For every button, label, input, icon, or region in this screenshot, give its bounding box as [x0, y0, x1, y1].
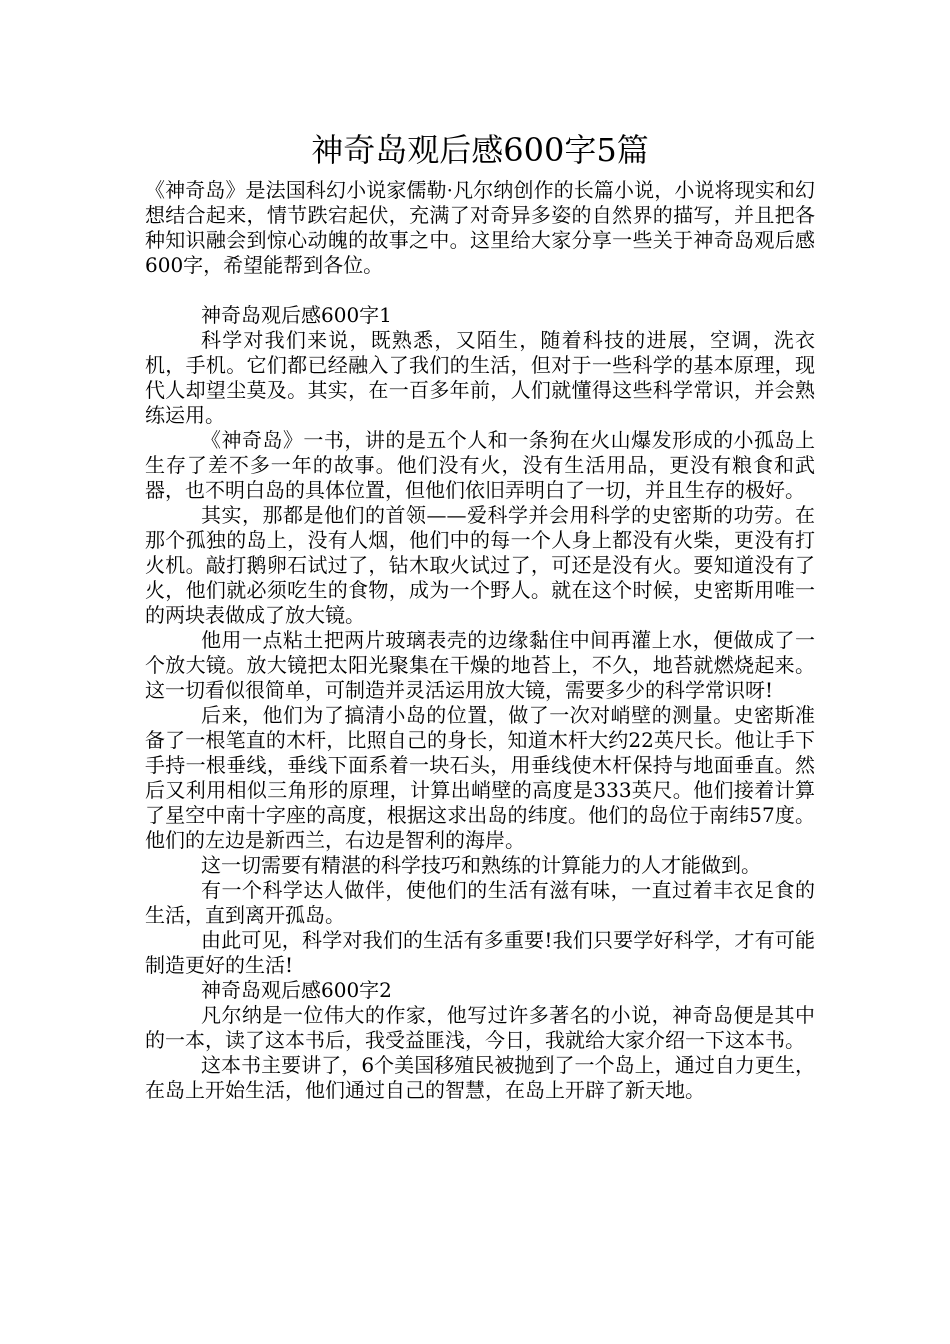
body-paragraph: 科学对我们来说，既熟悉，又陌生，随着科技的进展，空调，洗衣机，手机。它们都已经融入了我们的生活，但对于一些科学的基本原理，现代人却望尘莫及。其实，在一百多年前，人们就懂得这些科学常识，并会熟练运用。	[145, 328, 815, 427]
body-paragraph: 这本书主要讲了，6个美国移殖民被抛到了一个岛上，通过自力更生，在岛上开始生活，他们通过自己的智慧，在岛上开辟了新天地。	[145, 1053, 815, 1102]
body-paragraph: 凡尔纳是一位伟大的作家，他写过许多著名的小说，神奇岛便是其中的一本，读了这本书后，我受益匪浅，今日，我就给大家介绍一下这本书。	[145, 1003, 815, 1052]
body-paragraph: 后来，他们为了搞清小岛的位置，做了一次对峭壁的测量。史密斯准备了一根笔直的木杆，比照自己的身长，知道木杆大约22英尺长。他让手下手持一根垂线，垂线下面系着一块石头，用垂线使木杆保持与地面垂直。然后又利用相似三角形的原理，计算出峭壁的高度是333英尺。他们接着计算了星空中南十字座的高度，根据这求出岛的纬度。他们的岛位于南纬57度。他们的左边是新西兰，右边是智利的海岸。	[145, 703, 815, 852]
body-paragraph: 有一个科学达人做伴，使他们的生活有滋有味，一直过着丰衣足食的生活，直到离开孤岛。	[145, 878, 815, 927]
body-paragraph: 其实，那都是他们的首领——爱科学并会用科学的史密斯的功劳。在那个孤独的岛上，没有人烟，他们中的每一个人身上都没有火柴，更没有打火机。敲打鹅卵石试过了，钻木取火试过了，可还是没有火。要知道没有了火，他们就必须吃生的食物，成为一个野人。就在这个时候，史密斯用唯一的两块表做成了放大镜。	[145, 503, 815, 627]
document-title: 神奇岛观后感600字5篇	[311, 131, 649, 169]
paragraph-gap	[145, 278, 815, 303]
document-page	[145, 128, 815, 1103]
section-heading-1: 神奇岛观后感600字1	[201, 303, 392, 327]
body-paragraph: 他用一点粘土把两片玻璃表壳的边缘黏住中间再灌上水，便做成了一个放大镜。放大镜把太阳光聚集在干燥的地苔上，不久，地苔就燃烧起来。这一切看似很简单，可制造并灵活运用放大镜，需要多少的科学常识呀!	[145, 628, 815, 702]
section-heading-2: 神奇岛观后感600字2	[201, 978, 392, 1002]
body-paragraph: 《神奇岛》一书，讲的是五个人和一条狗在火山爆发形成的小孤岛上生存了差不多一年的故事。他们没有火，没有生活用品，更没有粮食和武器，也不明白岛的具体位置，但他们依旧弄明白了一切，并且生存的极好。	[145, 428, 815, 502]
body-paragraph: 由此可见，科学对我们的生活有多重要!我们只要学好科学，才有可能制造更好的生活!	[145, 928, 815, 977]
intro-paragraph: 《神奇岛》是法国科幻小说家儒勒·凡尔纳创作的长篇小说，小说将现实和幻想结合起来，情节跌宕起伏，充满了对奇异多姿的自然界的描写，并且把各种知识融会到惊心动魄的故事之中。这里给大家分享一些关于神奇岛观后感600字，希望能帮到各位。	[145, 178, 815, 277]
body-paragraph: 这一切需要有精湛的科学技巧和熟练的计算能力的人才能做到。	[201, 853, 761, 877]
